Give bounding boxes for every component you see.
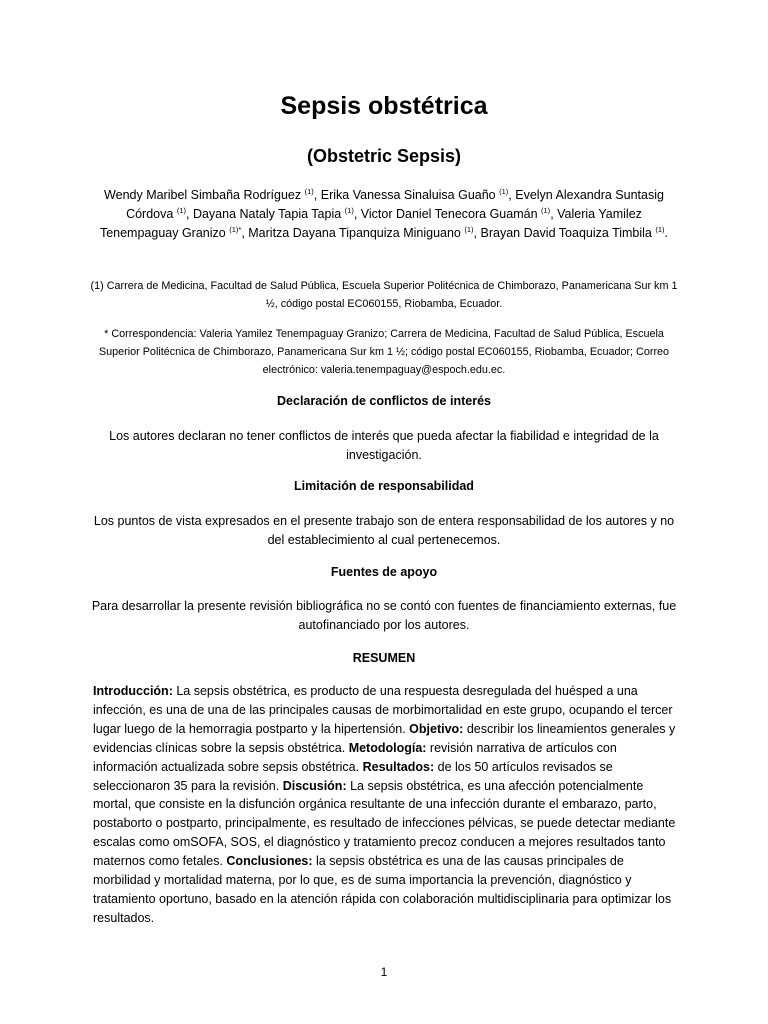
- abstract-conclusions-text: la sepsis obstétrica es una de las causas principales de morbilidad y mortalidad materna, por lo que, es de suma importancia la prevención, diagnóstico y tratamiento oportuno, basado en la atención rápida con colaboración multidisciplinaria para optimizar los resultados.: [93, 854, 672, 925]
- author-name: Brayan David Toaquiza Timbila: [480, 226, 652, 240]
- author-name: Wendy Maribel Simbaña Rodríguez: [104, 188, 302, 202]
- liability-heading: Limitación de responsabilidad: [294, 479, 474, 493]
- abstract-heading: RESUMEN: [352, 651, 416, 665]
- paper-subtitle: (Obstetric Sepsis): [306, 146, 462, 166]
- abstract-conclusions-label: Conclusiones:: [226, 854, 313, 869]
- funding-heading: Fuentes de apoyo: [330, 565, 438, 579]
- affiliation-mark: (1): [655, 224, 665, 234]
- abstract-results-label: Resultados:: [362, 759, 435, 774]
- conflicts-text: Los autores declaran no tener conflictos de interés que pueda afectar la fiabilidad e integridad de la investigación.: [109, 429, 659, 462]
- author-list: Wendy Maribel Simbaña Rodríguez $^{(1)}$, Erika Vanessa Sinaluisa Guaño $^{(1)}$, Evelyn Alexandra Suntasig Córdova $^{(1)}$, Dayana Nataly Tapia Tapia $^{(1)}$, Victor Daniel Tenecora Guamán $^{(1)}$, Valeria Yamilez Tenempaguay Granizo $^{(1)*}$, Maritza Dayana Tipanquiza Miniguano $^{(1)}$, Brayan David Toaquiza Timbila $^{(1)}$.: [99, 186, 669, 240]
- abstract-results-text: de los 50 artículos revisados se seleccionaron 35 para la revisión.: [93, 759, 613, 793]
- affiliation-mark: (1): [541, 205, 551, 215]
- affiliation-mark: (1): [499, 186, 509, 196]
- abstract-objective-text: describir los lineamientos generales y evidencias clínicas sobre la sepsis obstétrica.: [93, 721, 676, 755]
- abstract-body: [93, 682, 679, 928]
- abstract-discussion-label: Discusión:: [282, 778, 347, 793]
- abstract-objective-label: Objetivo:: [409, 721, 464, 736]
- affiliation-text: (1) Carrera de Medicina, Facultad de Salud Pública, Escuela Superior Politécnica de Chimborazo, Panamericana Sur km 1 ½, código postal EC060155, Riobamba, Ecuador.: [90, 280, 678, 310]
- abstract-intro-label: Introducción:: [93, 684, 173, 698]
- affiliation-mark: (1)*: [229, 224, 242, 234]
- author-name: Valeria Yamilez Tenempaguay Granizo: [99, 207, 642, 240]
- affiliation-mark: (1): [176, 205, 186, 215]
- conflicts-heading: Declaración de conflictos de interés: [277, 394, 491, 408]
- author-name: Dayana Nataly Tapia Tapia: [192, 207, 342, 221]
- author-name: Victor Daniel Tenecora Guamán: [360, 207, 538, 221]
- abstract-intro-text: La sepsis obstétrica, es producto de una respuesta desregulada del huésped a una infección, es una de una de las principales causas de morbimortalidad en este grupo, ocupando el tercer lugar luego de la hemorragia postparto y la hipertensión.: [93, 684, 673, 736]
- paper-title: Sepsis obstétrica: [280, 92, 488, 120]
- abstract-method-label: Metodología:: [348, 740, 427, 755]
- abstract-discussion-text: La sepsis obstétrica, es una afección potencialmente mortal, que consiste en la disfunción orgánica resultante de una infección durante el embarazo, parto, postaborto o postparto, principalmente, es resultado de infecciones pélvicas, se puede detectar mediante escalas como omSOFA, SOS, el diagnóstico y tratamiento precoz conducen a mejores resultados tanto maternos como fetales.: [93, 778, 676, 869]
- liability-text: Los puntos de vista expresados en el presente trabajo son de entera responsabilidad de los autores y no del establecimiento al cual pertenecemos.: [93, 514, 675, 547]
- affiliation-mark: (1): [304, 186, 314, 196]
- author-name: Evelyn Alexandra Suntasig Córdova: [126, 188, 664, 221]
- affiliation-mark: (1): [344, 205, 354, 215]
- page-number: 1: [380, 965, 388, 979]
- affiliation-mark: (1): [464, 224, 474, 234]
- author-name: Erika Vanessa Sinaluisa Guaño: [320, 188, 496, 202]
- author-name: Maritza Dayana Tipanquiza Miniguano: [248, 226, 461, 240]
- abstract-method-text: revisión narrativa de artículos con información actualizada sobre sepsis obstétrica.: [93, 740, 617, 774]
- correspondence-text: * Correspondencia: Valeria Yamilez Tenempaguay Granizo; Carrera de Medicina, Facultad de Salud Pública, Escuela Superior Politécnica de Chimborazo, Panamericana Sur km 1 ½; código postal EC060155, Riobamba, Ecuador; Correo electrónico: valeria.tenempaguay@espoch.edu.ec.: [98, 328, 670, 376]
- funding-text: Para desarrollar la presente revisión bibliográfica no se contó con fuentes de financiamiento externas, fue autofinanciado por los autores.: [91, 599, 677, 632]
